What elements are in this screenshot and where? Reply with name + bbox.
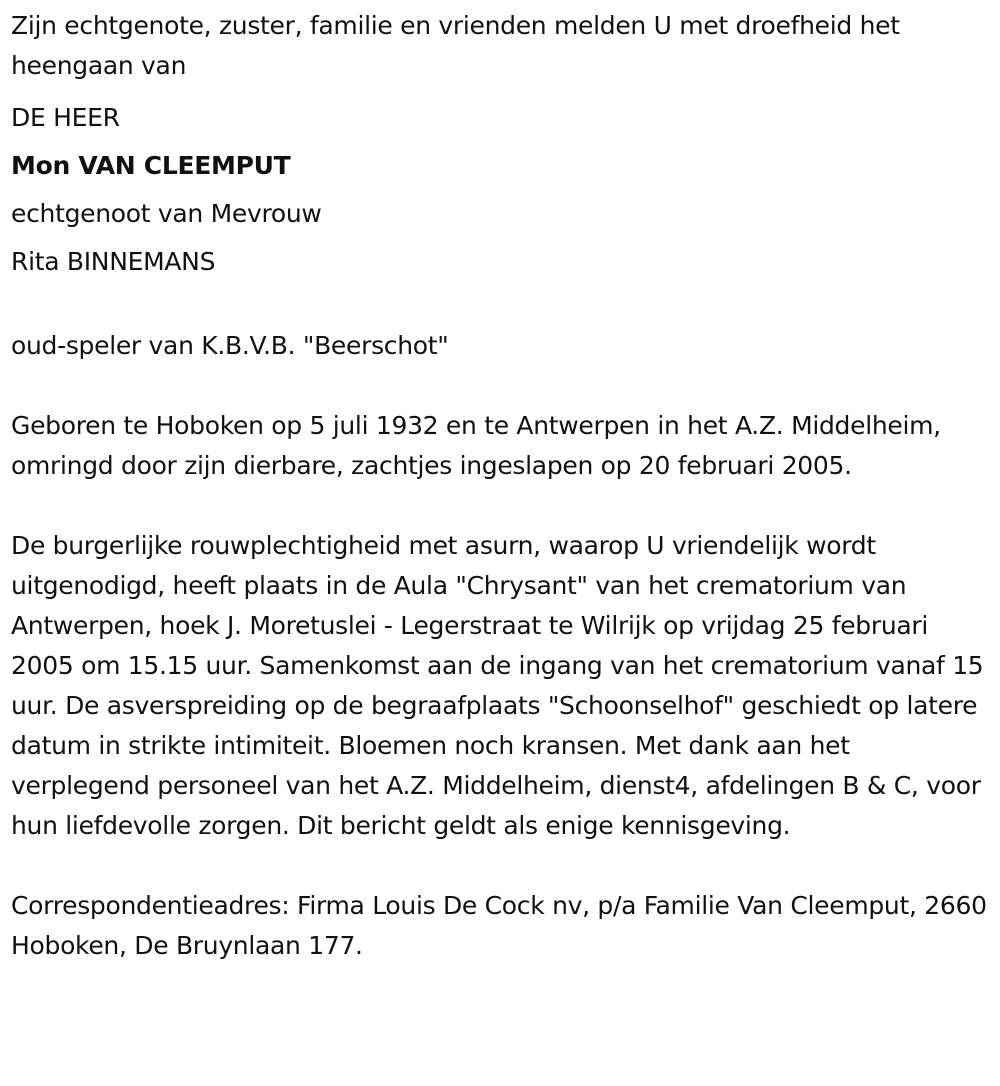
birth-death-paragraph: Geboren te Hoboken op 5 juli 1932 en te Antwerpen in het A.Z. Middelheim, omringd door zijn dierbare, zachtjes ingeslapen op 20 februari 2005. [11,411,941,480]
spacer [11,286,991,326]
deceased-name: Mon VAN CLEEMPUT [11,151,291,180]
obituary-notice [11,6,991,966]
ceremony-paragraph: De burgerlijke rouwplechtigheid met asurn, waarop U vriendelijk wordt uitgenodigd, heeft plaats in de Aula "Chrysant" van het crematorium van Antwerpen, hoek J. Moretuslei - Legerstraat te Wilrijk op vrijdag 25 februari 2005 om 15.15 uur. Samenkomst aan de ingang van het crematorium vanaf 15 uur. De asverspreiding op de begraafplaats "Schoonselhof" geschiedt op latere datum in strikte intimiteit. Bloemen noch kransen. Met dank aan het verplegend personeel van het A.Z. Middelheim, dienst4, afdelingen B & C, voor hun liefdevolle zorgen. Dit bericht geldt als enige kennisgeving. [11,531,984,840]
title-line: DE HEER [11,103,120,132]
spacer [11,846,991,886]
spacer [11,86,991,94]
spacer [11,486,991,526]
spouse-line-1: echtgenoot van Mevrouw [11,199,322,228]
intro-paragraph: Zijn echtgenote, zuster, familie en vrienden melden U met droefheid het heengaan van [11,11,900,80]
spouse-line-2: Rita BINNEMANS [11,247,216,276]
occupation-line: oud-speler van K.B.V.B. "Beerschot" [11,331,449,360]
correspondence-paragraph: Correspondentieadres: Firma Louis De Cock nv, p/a Familie Van Cleemput, 2660 Hoboken, De Bruynlaan 177. [11,891,987,960]
spacer [11,366,991,406]
